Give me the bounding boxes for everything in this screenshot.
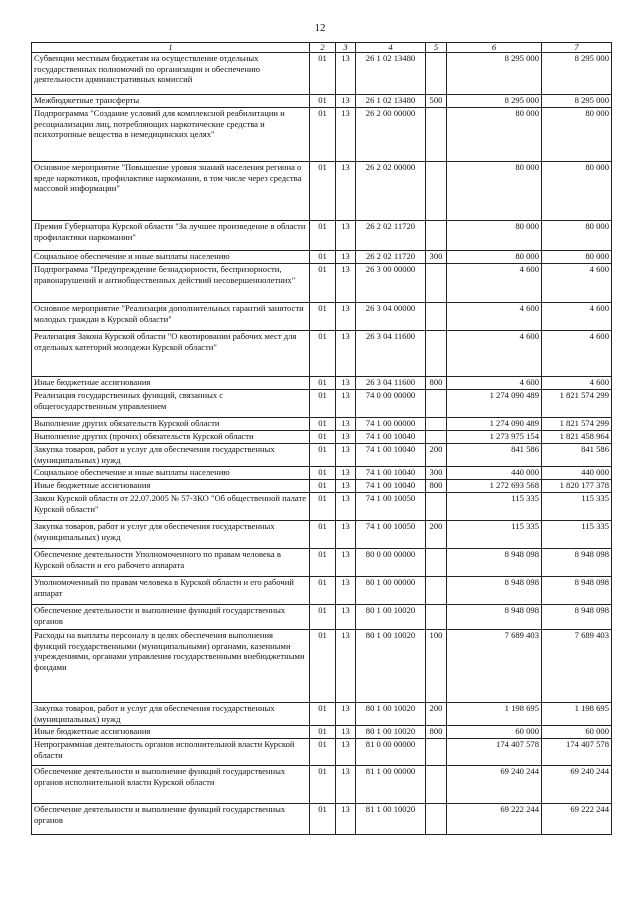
table-row <box>32 577 612 605</box>
cell-expense-type <box>426 108 447 162</box>
cell-target-article: 74 1 00 10040 <box>356 444 426 467</box>
cell-target-article: 81 0 00 00000 <box>356 739 426 766</box>
cell-subsection: 13 <box>336 804 356 835</box>
cell-expense-type <box>426 804 447 835</box>
cell-target-article: 26 2 02 00000 <box>356 162 426 221</box>
table-row <box>32 221 612 251</box>
cell-name: Закупка товаров, работ и услуг для обеспечения государственных (муниципальных) нужд <box>32 521 310 549</box>
cell-target-article: 74 1 00 00000 <box>356 418 426 431</box>
cell-name: Социальное обеспечение и иные выплаты населению <box>32 251 310 264</box>
cell-target-article: 80 1 00 10020 <box>356 605 426 630</box>
cell-expense-type: 800 <box>426 377 447 390</box>
cell-section: 01 <box>310 418 336 431</box>
cell-amount-year1: 69 222 244 <box>447 804 542 835</box>
cell-amount-year2: 1 821 574 299 <box>542 418 612 431</box>
cell-amount-year1: 69 240 244 <box>447 766 542 804</box>
cell-amount-year2: 80 000 <box>542 162 612 221</box>
cell-amount-year2: 80 000 <box>542 251 612 264</box>
cell-subsection: 13 <box>336 739 356 766</box>
cell-section: 01 <box>310 804 336 835</box>
cell-subsection: 13 <box>336 577 356 605</box>
cell-section: 01 <box>310 605 336 630</box>
cell-section: 01 <box>310 431 336 444</box>
cell-expense-type <box>426 221 447 251</box>
cell-amount-year1: 1 274 090 489 <box>447 390 542 418</box>
cell-amount-year1: 80 000 <box>447 162 542 221</box>
cell-amount-year1: 8 948 098 <box>447 605 542 630</box>
cell-section: 01 <box>310 331 336 377</box>
cell-section: 01 <box>310 95 336 108</box>
cell-section: 01 <box>310 108 336 162</box>
cell-amount-year1: 115 335 <box>447 493 542 521</box>
cell-amount-year2: 841 586 <box>542 444 612 467</box>
cell-subsection: 13 <box>336 108 356 162</box>
cell-subsection: 13 <box>336 377 356 390</box>
cell-section: 01 <box>310 390 336 418</box>
table-row <box>32 480 612 493</box>
cell-target-article: 26 3 04 11600 <box>356 377 426 390</box>
header-cell-target-article: 4 <box>356 43 426 53</box>
cell-amount-year1: 1 274 090 489 <box>447 418 542 431</box>
cell-amount-year1: 1 272 693 568 <box>447 480 542 493</box>
cell-amount-year1: 8 948 098 <box>447 577 542 605</box>
cell-target-article: 26 1 02 13480 <box>356 95 426 108</box>
cell-name: Закон Курской области от 22.07.2005 № 57-ЗКО "Об общественной палате Курской области" <box>32 493 310 521</box>
table-row <box>32 703 612 726</box>
cell-amount-year2: 69 240 244 <box>542 766 612 804</box>
cell-amount-year2: 8 295 000 <box>542 95 612 108</box>
cell-expense-type <box>426 493 447 521</box>
cell-section: 01 <box>310 251 336 264</box>
cell-section: 01 <box>310 162 336 221</box>
cell-subsection: 13 <box>336 95 356 108</box>
cell-amount-year2: 4 600 <box>542 331 612 377</box>
cell-section: 01 <box>310 264 336 303</box>
cell-amount-year1: 440 000 <box>447 467 542 480</box>
cell-section: 01 <box>310 480 336 493</box>
table-header-row <box>32 43 612 53</box>
cell-amount-year1: 1 273 975 154 <box>447 431 542 444</box>
header-cell-amount-year2: 7 <box>542 43 612 53</box>
cell-amount-year1: 8 948 098 <box>447 549 542 577</box>
cell-name: Расходы на выплаты персоналу в целях обеспечения выполнения функций государственными (муниципальными) органами, казенными учреждениями, органами управления государственными внебюджетными фондами <box>32 630 310 703</box>
cell-expense-type: 200 <box>426 521 447 549</box>
cell-amount-year2: 174 407 578 <box>542 739 612 766</box>
cell-subsection: 13 <box>336 467 356 480</box>
header-cell-expense-type: 5 <box>426 43 447 53</box>
cell-section: 01 <box>310 493 336 521</box>
cell-target-article: 80 1 00 00000 <box>356 577 426 605</box>
cell-target-article: 26 2 02 11720 <box>356 251 426 264</box>
cell-amount-year1: 60 000 <box>447 726 542 739</box>
cell-amount-year1: 4 600 <box>447 264 542 303</box>
cell-amount-year1: 80 000 <box>447 108 542 162</box>
cell-amount-year2: 80 000 <box>542 108 612 162</box>
cell-expense-type <box>426 766 447 804</box>
cell-section: 01 <box>310 726 336 739</box>
cell-name: Иные бюджетные ассигнования <box>32 377 310 390</box>
cell-name: Основное мероприятие "Реализация дополнительных гарантий занятости молодых граждан в Курской области" <box>32 303 310 331</box>
cell-subsection: 13 <box>336 726 356 739</box>
cell-amount-year2: 8 948 098 <box>542 577 612 605</box>
cell-section: 01 <box>310 630 336 703</box>
cell-expense-type: 300 <box>426 467 447 480</box>
cell-section: 01 <box>310 303 336 331</box>
table-row <box>32 467 612 480</box>
cell-subsection: 13 <box>336 766 356 804</box>
cell-name: Реализация государственных функций, связанных с общегосударственным управлением <box>32 390 310 418</box>
cell-target-article: 26 1 02 13480 <box>356 53 426 95</box>
cell-name: Закупка товаров, работ и услуг для обеспечения государственных (муниципальных) нужд <box>32 703 310 726</box>
table-row <box>32 303 612 331</box>
cell-name: Иные бюджетные ассигнования <box>32 726 310 739</box>
cell-expense-type <box>426 303 447 331</box>
page-number: 12 <box>314 22 326 34</box>
cell-name: Обеспечение деятельности Уполномоченного по правам человека в Курской области и его рабочего аппарата <box>32 549 310 577</box>
cell-name: Премия Губернатора Курской области "За лучшее произведение в области профилактики наркомании" <box>32 221 310 251</box>
cell-amount-year2: 4 600 <box>542 264 612 303</box>
table-row <box>32 726 612 739</box>
cell-subsection: 13 <box>336 53 356 95</box>
table-row <box>32 418 612 431</box>
cell-subsection: 13 <box>336 549 356 577</box>
cell-amount-year1: 4 600 <box>447 377 542 390</box>
cell-expense-type <box>426 739 447 766</box>
cell-section: 01 <box>310 739 336 766</box>
table-row <box>32 444 612 467</box>
cell-amount-year2: 4 600 <box>542 303 612 331</box>
cell-subsection: 13 <box>336 493 356 521</box>
cell-amount-year2: 1 821 574 299 <box>542 390 612 418</box>
cell-expense-type: 800 <box>426 480 447 493</box>
table-row <box>32 377 612 390</box>
cell-name: Основное мероприятие "Повышение уровня знаний населения региона о вреде наркотиков, профилактике наркомании, в том числе через средства массовой информации" <box>32 162 310 221</box>
cell-subsection: 13 <box>336 418 356 431</box>
cell-name: Уполномоченный по правам человека в Курской области и его рабочий аппарат <box>32 577 310 605</box>
cell-amount-year2: 1 820 177 378 <box>542 480 612 493</box>
header-cell-subsection: 3 <box>336 43 356 53</box>
cell-target-article: 80 1 00 10020 <box>356 630 426 703</box>
cell-amount-year1: 8 295 000 <box>447 53 542 95</box>
cell-expense-type <box>426 418 447 431</box>
cell-target-article: 26 2 02 11720 <box>356 221 426 251</box>
cell-expense-type <box>426 53 447 95</box>
cell-target-article: 74 0 00 00000 <box>356 390 426 418</box>
cell-target-article: 80 1 00 10020 <box>356 726 426 739</box>
cell-subsection: 13 <box>336 303 356 331</box>
cell-subsection: 13 <box>336 390 356 418</box>
cell-subsection: 13 <box>336 251 356 264</box>
cell-name: Реализация Закона Курской области "О квотировании рабочих мест для отдельных категорий молодежи Курской области" <box>32 331 310 377</box>
cell-expense-type: 800 <box>426 726 447 739</box>
cell-amount-year2: 4 600 <box>542 377 612 390</box>
cell-expense-type <box>426 549 447 577</box>
cell-name: Иные бюджетные ассигнования <box>32 480 310 493</box>
cell-section: 01 <box>310 467 336 480</box>
cell-amount-year2: 1 198 695 <box>542 703 612 726</box>
cell-target-article: 74 1 00 10050 <box>356 493 426 521</box>
cell-subsection: 13 <box>336 444 356 467</box>
cell-amount-year2: 7 689 403 <box>542 630 612 703</box>
cell-subsection: 13 <box>336 521 356 549</box>
cell-subsection: 13 <box>336 630 356 703</box>
cell-name: Выполнение других (прочих) обязательств Курской области <box>32 431 310 444</box>
header-cell-section: 2 <box>310 43 336 53</box>
cell-amount-year1: 4 600 <box>447 331 542 377</box>
budget-table <box>31 42 612 835</box>
table-row <box>32 521 612 549</box>
cell-target-article: 81 1 00 10020 <box>356 804 426 835</box>
cell-section: 01 <box>310 377 336 390</box>
header-cell-name: 1 <box>32 43 310 53</box>
cell-amount-year1: 80 000 <box>447 221 542 251</box>
cell-amount-year1: 1 198 695 <box>447 703 542 726</box>
cell-subsection: 13 <box>336 480 356 493</box>
cell-target-article: 74 1 00 10040 <box>356 480 426 493</box>
table-row <box>32 108 612 162</box>
cell-amount-year1: 174 407 578 <box>447 739 542 766</box>
cell-target-article: 26 3 04 00000 <box>356 303 426 331</box>
cell-subsection: 13 <box>336 221 356 251</box>
table-row <box>32 605 612 630</box>
table-row <box>32 390 612 418</box>
table-row <box>32 53 612 95</box>
cell-expense-type <box>426 431 447 444</box>
table-row <box>32 162 612 221</box>
cell-amount-year2: 69 222 244 <box>542 804 612 835</box>
cell-amount-year2: 115 335 <box>542 521 612 549</box>
cell-section: 01 <box>310 766 336 804</box>
header-cell-amount-year1: 6 <box>447 43 542 53</box>
cell-section: 01 <box>310 521 336 549</box>
cell-expense-type <box>426 605 447 630</box>
cell-name: Межбюджетные трансферты <box>32 95 310 108</box>
cell-subsection: 13 <box>336 331 356 377</box>
cell-amount-year2: 8 295 000 <box>542 53 612 95</box>
cell-expense-type: 500 <box>426 95 447 108</box>
cell-expense-type <box>426 577 447 605</box>
cell-amount-year2: 8 948 098 <box>542 605 612 630</box>
cell-target-article: 80 0 00 00000 <box>356 549 426 577</box>
cell-amount-year2: 60 000 <box>542 726 612 739</box>
table-row <box>32 493 612 521</box>
cell-target-article: 74 1 00 10040 <box>356 431 426 444</box>
cell-name: Выполнение других обязательств Курской области <box>32 418 310 431</box>
cell-expense-type <box>426 264 447 303</box>
cell-amount-year1: 841 586 <box>447 444 542 467</box>
cell-amount-year2: 115 335 <box>542 493 612 521</box>
cell-name: Субвенции местным бюджетам на осуществление отдельных государственных полномочий по организации и обеспечению деятельности административных комиссий <box>32 53 310 95</box>
cell-target-article: 26 3 04 11600 <box>356 331 426 377</box>
cell-name: Обеспечение деятельности и выполнение функций государственных органов <box>32 804 310 835</box>
cell-target-article: 26 2 00 00000 <box>356 108 426 162</box>
cell-section: 01 <box>310 444 336 467</box>
cell-section: 01 <box>310 703 336 726</box>
table-row <box>32 251 612 264</box>
cell-name: Обеспечение деятельности и выполнение функций государственных органов исполнительной власти Курской области <box>32 766 310 804</box>
cell-name: Непрограммная деятельность органов исполнительной власти Курской области <box>32 739 310 766</box>
cell-expense-type: 200 <box>426 703 447 726</box>
cell-subsection: 13 <box>336 431 356 444</box>
cell-section: 01 <box>310 221 336 251</box>
table-row <box>32 549 612 577</box>
cell-expense-type: 200 <box>426 444 447 467</box>
cell-amount-year2: 8 948 098 <box>542 549 612 577</box>
table-row <box>32 431 612 444</box>
cell-amount-year1: 80 000 <box>447 251 542 264</box>
cell-target-article: 81 1 00 00000 <box>356 766 426 804</box>
cell-subsection: 13 <box>336 162 356 221</box>
cell-amount-year1: 8 295 000 <box>447 95 542 108</box>
table-row <box>32 264 612 303</box>
table-row <box>32 630 612 703</box>
cell-amount-year1: 7 689 403 <box>447 630 542 703</box>
cell-subsection: 13 <box>336 703 356 726</box>
table-row <box>32 739 612 766</box>
cell-amount-year1: 115 335 <box>447 521 542 549</box>
cell-expense-type: 300 <box>426 251 447 264</box>
cell-name: Подпрограмма "Предупреждение безнадзорности, беспризорности, правонарушений и антиобщественных действий несовершеннолетних" <box>32 264 310 303</box>
table-row <box>32 331 612 377</box>
cell-target-article: 26 3 00 00000 <box>356 264 426 303</box>
cell-subsection: 13 <box>336 264 356 303</box>
cell-amount-year2: 80 000 <box>542 221 612 251</box>
cell-expense-type <box>426 331 447 377</box>
cell-section: 01 <box>310 577 336 605</box>
cell-name: Социальное обеспечение и иные выплаты населению <box>32 467 310 480</box>
cell-target-article: 74 1 00 10050 <box>356 521 426 549</box>
cell-expense-type <box>426 162 447 221</box>
cell-expense-type <box>426 390 447 418</box>
cell-name: Подпрограмма "Создание условий для комплексной реабилитации и ресоциализации лиц, потребляющих наркотические средства и психотропные вещества в немедицинских целях" <box>32 108 310 162</box>
cell-name: Обеспечение деятельности и выполнение функций государственных органов <box>32 605 310 630</box>
cell-target-article: 80 1 00 10020 <box>356 703 426 726</box>
table-row <box>32 95 612 108</box>
cell-amount-year1: 4 600 <box>447 303 542 331</box>
table-row <box>32 804 612 835</box>
cell-subsection: 13 <box>336 605 356 630</box>
cell-amount-year2: 440 000 <box>542 467 612 480</box>
cell-section: 01 <box>310 53 336 95</box>
cell-name: Закупка товаров, работ и услуг для обеспечения государственных (муниципальных) нужд <box>32 444 310 467</box>
cell-target-article: 74 1 00 10040 <box>356 467 426 480</box>
cell-expense-type: 100 <box>426 630 447 703</box>
cell-amount-year2: 1 821 458 964 <box>542 431 612 444</box>
table-row <box>32 766 612 804</box>
cell-section: 01 <box>310 549 336 577</box>
